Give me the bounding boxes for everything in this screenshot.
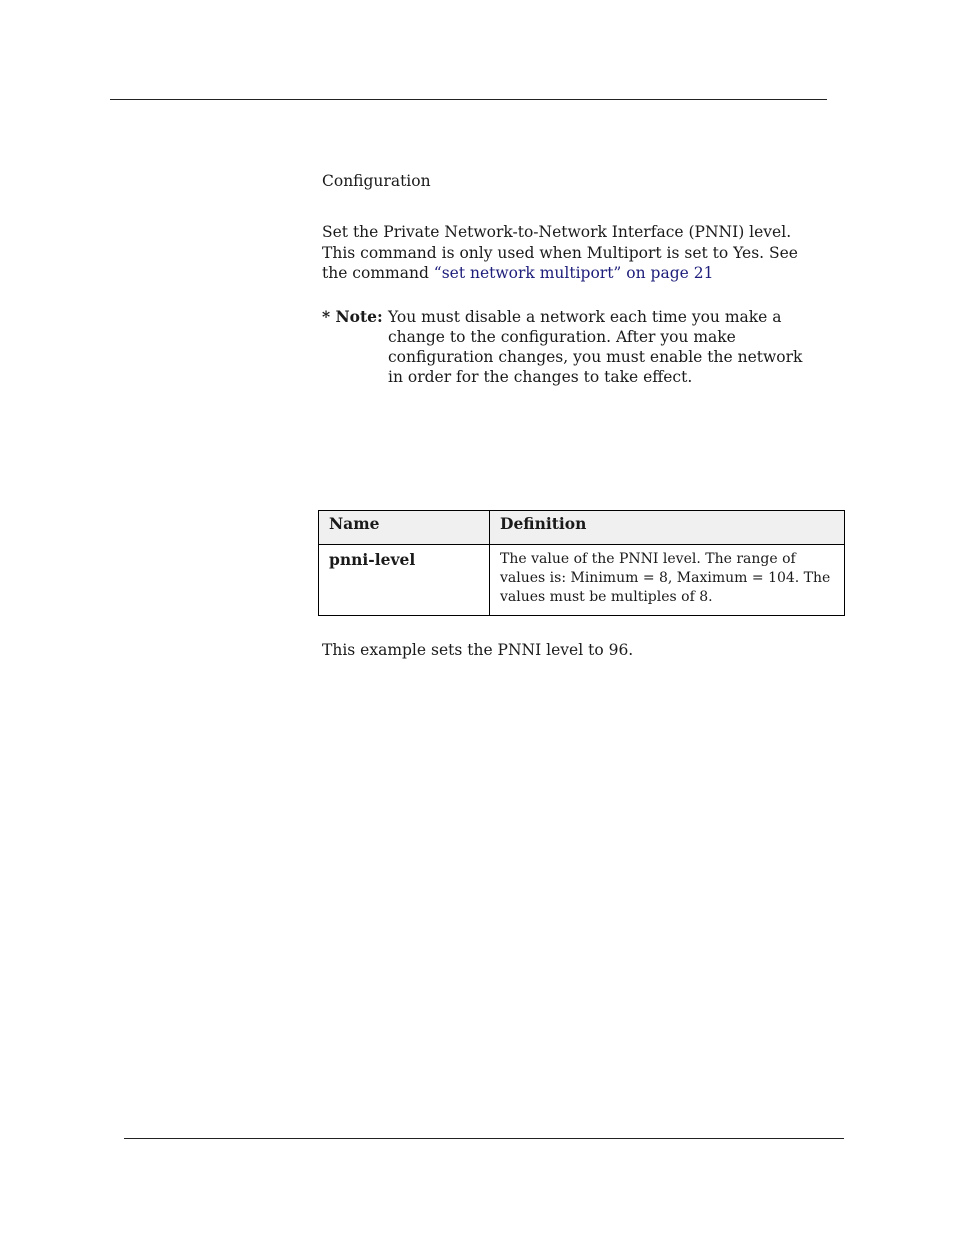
table-row — [319, 545, 845, 616]
note-label: * Note: — [322, 307, 383, 326]
column-header-name: Name — [319, 511, 490, 545]
table-header-row — [319, 511, 845, 545]
note-block — [322, 307, 822, 387]
parameter-definition: The value of the PNNI level. The range of values is: Minimum = 8, Maximum = 104. The values must be multiples of 8. — [490, 545, 845, 616]
header-rule — [110, 99, 827, 100]
parameter-table — [318, 510, 845, 616]
parameter-name: pnni-level — [319, 545, 490, 616]
note-text: You must disable a network each time you make a change to the configuration. After you make configuration changes, you must enable the network in order for the changes to take effect. — [388, 308, 803, 386]
footer-rule — [124, 1138, 844, 1139]
cross-reference-link[interactable]: “set network multiport” on page 21 — [433, 264, 714, 282]
command-description — [322, 222, 822, 284]
column-header-definition: Definition — [490, 511, 845, 545]
description-text: Set the Private Network-to-Network Interface (PNNI) level. This command is only used when Multiport is set to Yes. See the command — [322, 223, 798, 282]
example-text: This example sets the PNNI level to 96. — [322, 641, 634, 659]
command-mode: Configuration — [322, 172, 431, 190]
